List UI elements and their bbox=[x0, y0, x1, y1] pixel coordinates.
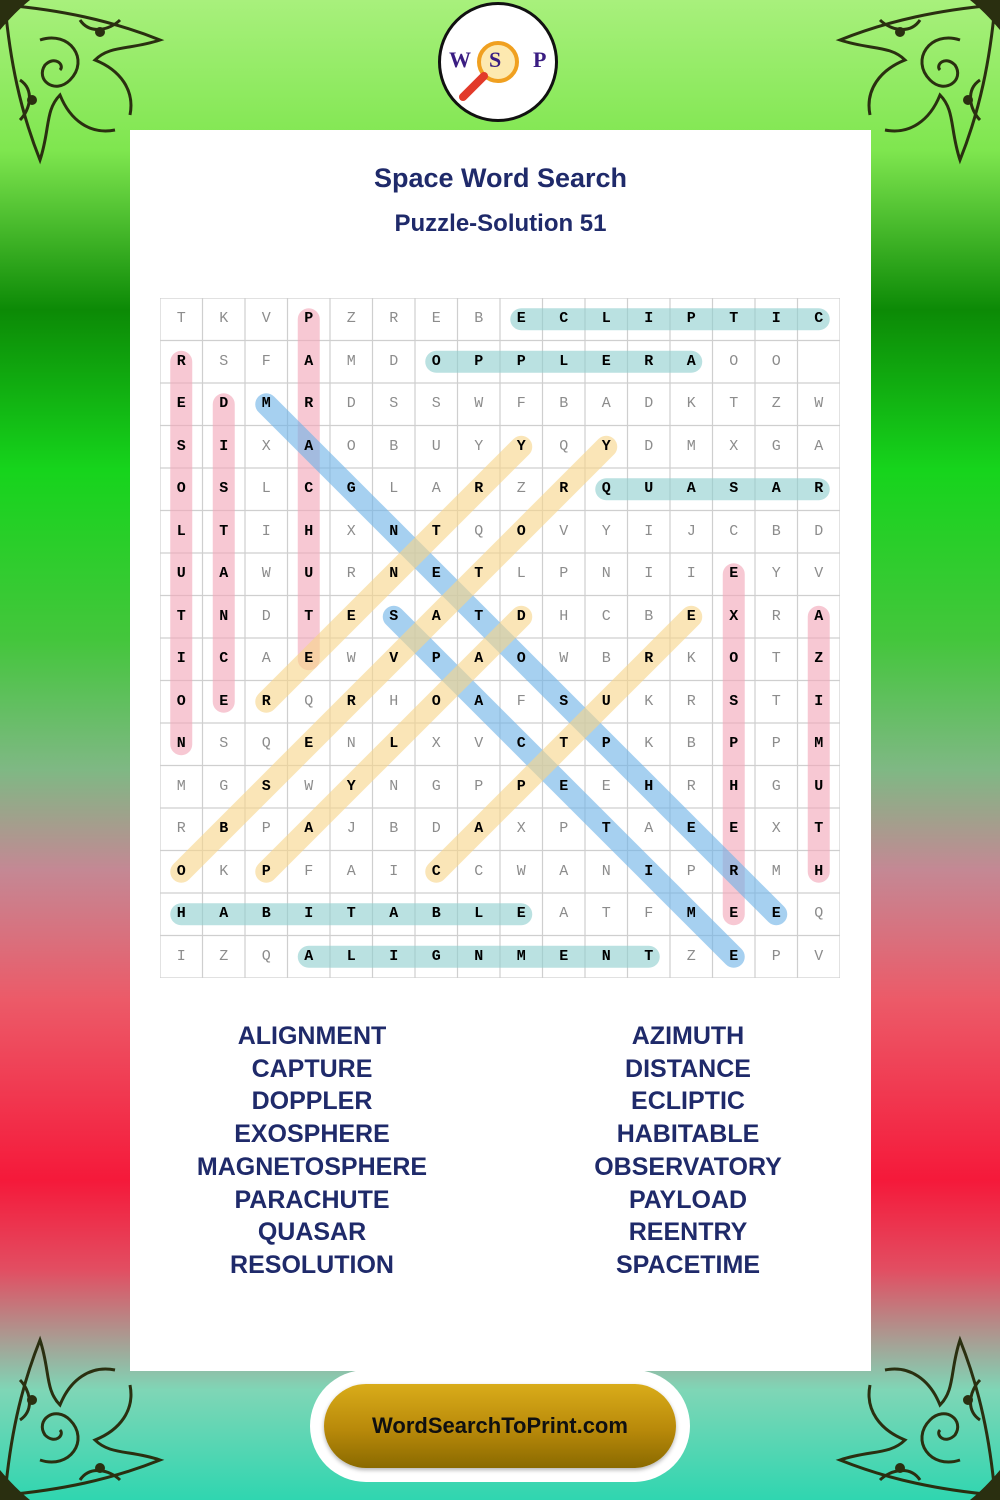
grid-cell[interactable]: U bbox=[644, 480, 654, 497]
grid-cell[interactable]: I bbox=[644, 565, 654, 582]
grid-cell[interactable]: A bbox=[474, 820, 484, 837]
grid-cell[interactable]: E bbox=[516, 905, 526, 922]
word-list-item: SPACETIME bbox=[616, 1250, 760, 1279]
grid-cell[interactable]: P bbox=[559, 565, 569, 582]
grid-cell[interactable]: A bbox=[474, 692, 484, 710]
grid-cell[interactable]: E bbox=[559, 777, 569, 795]
grid-cell[interactable]: C bbox=[474, 862, 484, 880]
grid-cell[interactable]: M bbox=[686, 905, 696, 922]
grid-cell[interactable]: W bbox=[516, 862, 526, 880]
grid-cell[interactable]: W bbox=[261, 565, 271, 582]
grid-cell[interactable]: I bbox=[771, 310, 781, 327]
grid-cell[interactable]: R bbox=[389, 310, 399, 327]
grid-cell[interactable]: H bbox=[304, 522, 314, 540]
grid-cell[interactable]: Z bbox=[686, 947, 696, 965]
word-list-item: CAPTURE bbox=[251, 1054, 373, 1083]
word-list-item: EXOSPHERE bbox=[234, 1120, 390, 1149]
grid-cell[interactable]: A bbox=[686, 480, 696, 497]
grid-cell[interactable]: Z bbox=[219, 947, 229, 965]
grid-cell[interactable]: A bbox=[346, 862, 356, 880]
grid-cell[interactable]: C bbox=[304, 480, 314, 497]
grid-cell[interactable]: N bbox=[601, 862, 611, 880]
grid-cell[interactable]: X bbox=[261, 437, 271, 455]
grid-cell[interactable]: S bbox=[729, 480, 739, 497]
grid-cell[interactable]: R bbox=[176, 352, 186, 370]
grid-cell[interactable]: Q bbox=[814, 905, 824, 922]
grid-cell[interactable]: T bbox=[601, 820, 611, 837]
grid-cell[interactable]: M bbox=[261, 395, 271, 412]
word-list-item: AZIMUTH bbox=[631, 1022, 745, 1050]
grid-cell[interactable]: E bbox=[346, 607, 356, 625]
grid-cell[interactable]: F bbox=[644, 905, 654, 922]
grid-cell[interactable]: D bbox=[516, 607, 526, 625]
grid-cell[interactable]: V bbox=[814, 565, 824, 582]
word-list-item: RESOLUTION bbox=[230, 1250, 394, 1279]
grid-cell[interactable]: T bbox=[771, 650, 781, 667]
grid-cell[interactable]: T bbox=[559, 735, 569, 752]
puzzle-sheet bbox=[130, 130, 871, 1371]
grid-cell[interactable]: E bbox=[729, 565, 739, 582]
grid-cell[interactable]: I bbox=[176, 650, 186, 667]
grid-cell[interactable]: Q bbox=[261, 735, 271, 752]
grid-cell[interactable]: A bbox=[219, 905, 229, 922]
grid-cell[interactable]: I bbox=[389, 862, 399, 880]
grid-cell[interactable]: N bbox=[219, 607, 229, 625]
grid-cell[interactable]: F bbox=[261, 352, 271, 370]
grid-cell[interactable]: B bbox=[686, 735, 696, 752]
word-list-item: ALIGNMENT bbox=[237, 1022, 387, 1050]
grid-cell[interactable]: L bbox=[516, 565, 526, 582]
grid-cell[interactable]: P bbox=[261, 862, 271, 880]
grid-cell[interactable]: N bbox=[474, 947, 484, 965]
wsp-logo[interactable] bbox=[438, 2, 558, 122]
grid-cell[interactable]: B bbox=[261, 905, 271, 922]
grid-cell[interactable]: N bbox=[389, 565, 399, 582]
grid-cell[interactable]: E bbox=[686, 607, 696, 625]
grid-cell[interactable]: P bbox=[304, 310, 314, 327]
grid-cell[interactable]: L bbox=[176, 522, 186, 540]
grid-cell[interactable]: P bbox=[686, 310, 696, 327]
grid-cell[interactable]: M bbox=[516, 947, 526, 965]
grid-cell[interactable]: Y bbox=[474, 437, 484, 455]
grid-cell[interactable]: H bbox=[176, 905, 186, 922]
grid-cell[interactable]: R bbox=[814, 480, 824, 497]
grid-cell[interactable]: E bbox=[431, 565, 441, 582]
grid-cell[interactable]: E bbox=[601, 352, 611, 370]
grid-cell[interactable]: R bbox=[176, 820, 186, 837]
grid-cell[interactable]: E bbox=[729, 947, 739, 965]
word-list-item: DOPPLER bbox=[251, 1087, 373, 1116]
grid-cell[interactable]: R bbox=[644, 650, 654, 667]
grid-cell[interactable]: S bbox=[219, 352, 229, 370]
grid-cell[interactable]: T bbox=[814, 820, 824, 837]
word-list-item: MAGNETOSPHERE bbox=[196, 1152, 428, 1181]
grid-cell[interactable]: R bbox=[261, 692, 271, 710]
logo-letter-p: P bbox=[533, 47, 547, 72]
grid-cell[interactable]: O bbox=[176, 480, 186, 497]
grid-cell[interactable]: P bbox=[261, 820, 271, 837]
grid-cell[interactable]: B bbox=[389, 437, 399, 455]
grid-cell[interactable]: C bbox=[516, 735, 526, 752]
grid-cell[interactable]: U bbox=[304, 565, 314, 582]
grid-cell[interactable]: P bbox=[729, 735, 739, 752]
word-list-item: PAYLOAD bbox=[628, 1185, 748, 1214]
grid-cell[interactable]: T bbox=[474, 607, 484, 625]
grid-cell[interactable]: E bbox=[516, 310, 526, 327]
grid-cell[interactable]: J bbox=[686, 522, 696, 540]
grid-cell[interactable]: N bbox=[346, 735, 356, 752]
grid-cell[interactable]: O bbox=[729, 650, 739, 667]
grid-cell[interactable]: U bbox=[814, 777, 824, 795]
grid-cell[interactable]: R bbox=[304, 395, 314, 412]
grid-cell[interactable]: X bbox=[516, 820, 526, 837]
grid-cell[interactable]: E bbox=[729, 820, 739, 837]
grid-cell[interactable]: O bbox=[431, 352, 441, 370]
word-list-item: QUASAR bbox=[257, 1218, 367, 1247]
grid-cell[interactable]: S bbox=[559, 692, 569, 710]
page-title: Space Word Search bbox=[373, 163, 628, 193]
grid-cell[interactable]: U bbox=[176, 565, 186, 582]
grid-cell[interactable]: B bbox=[431, 905, 441, 922]
grid-cell[interactable]: E bbox=[771, 905, 781, 922]
grid-cell[interactable]: A bbox=[686, 352, 696, 370]
grid-cell[interactable]: K bbox=[686, 650, 696, 667]
grid-cell[interactable]: K bbox=[644, 692, 654, 710]
website-button[interactable] bbox=[310, 1370, 690, 1482]
grid-cell[interactable]: D bbox=[431, 820, 441, 837]
grid-cell[interactable]: R bbox=[771, 607, 781, 625]
grid-cell[interactable]: R bbox=[686, 777, 696, 795]
grid-cell[interactable]: E bbox=[219, 692, 229, 710]
grid-cell[interactable]: O bbox=[729, 352, 739, 370]
grid-cell[interactable]: C bbox=[814, 310, 824, 327]
grid-cell[interactable]: K bbox=[219, 310, 229, 327]
grid-cell[interactable]: O bbox=[516, 650, 526, 667]
grid-cell[interactable]: D bbox=[346, 395, 356, 412]
grid-cell[interactable]: A bbox=[559, 905, 569, 922]
grid-cell[interactable]: O bbox=[516, 522, 526, 540]
grid-cell[interactable]: T bbox=[729, 310, 739, 327]
grid-cell[interactable]: S bbox=[219, 735, 229, 752]
grid-cell[interactable]: H bbox=[729, 777, 739, 795]
grid-cell[interactable]: A bbox=[304, 437, 314, 455]
grid-cell[interactable]: O bbox=[431, 692, 441, 710]
grid-cell[interactable]: T bbox=[644, 947, 654, 965]
grid-cell[interactable]: V bbox=[261, 310, 271, 327]
grid-cell[interactable]: S bbox=[729, 692, 739, 710]
grid-cell[interactable]: G bbox=[771, 437, 781, 455]
grid-cell[interactable]: P bbox=[431, 650, 441, 667]
grid-cell[interactable]: R bbox=[729, 862, 739, 880]
grid-cell[interactable]: Z bbox=[771, 395, 781, 412]
grid-cell[interactable]: I bbox=[644, 522, 654, 540]
grid-cell[interactable]: A bbox=[559, 862, 569, 880]
grid-cell[interactable]: W bbox=[474, 395, 484, 412]
grid-cell[interactable]: W bbox=[559, 650, 569, 667]
grid-cell[interactable]: W bbox=[814, 395, 824, 412]
grid-cell[interactable]: F bbox=[516, 692, 526, 710]
grid-cell[interactable]: A bbox=[219, 565, 229, 582]
grid-cell[interactable]: I bbox=[304, 905, 314, 922]
grid-cell[interactable]: S bbox=[219, 480, 229, 497]
grid-cell[interactable]: L bbox=[346, 947, 356, 965]
grid-cell[interactable]: M bbox=[346, 352, 356, 370]
grid-cell[interactable]: A bbox=[814, 607, 824, 625]
grid-cell[interactable]: E bbox=[559, 947, 569, 965]
grid-cell[interactable]: I bbox=[389, 947, 399, 965]
grid-cell[interactable]: L bbox=[261, 480, 271, 497]
grid-cell[interactable]: I bbox=[814, 692, 824, 710]
grid-cell[interactable]: A bbox=[644, 820, 654, 837]
grid-cell[interactable]: L bbox=[389, 735, 399, 752]
grid-cell[interactable]: L bbox=[559, 352, 569, 370]
grid-cell[interactable]: T bbox=[771, 692, 781, 710]
grid-cell[interactable]: D bbox=[261, 607, 271, 625]
grid-cell[interactable]: W bbox=[304, 777, 314, 795]
grid-cell[interactable]: G bbox=[771, 777, 781, 795]
grid-cell[interactable]: L bbox=[474, 905, 484, 922]
grid-cell[interactable]: R bbox=[559, 480, 569, 497]
grid-cell[interactable]: N bbox=[601, 565, 611, 582]
grid-cell[interactable]: E bbox=[176, 395, 186, 412]
grid-cell[interactable]: E bbox=[686, 820, 696, 837]
grid-cell[interactable]: H bbox=[644, 777, 654, 795]
grid-cell[interactable]: B bbox=[771, 522, 781, 540]
grid-cell[interactable]: C bbox=[559, 310, 569, 327]
grid-cell[interactable]: G bbox=[346, 480, 356, 497]
grid-cell[interactable]: Q bbox=[559, 437, 569, 455]
grid-cell[interactable]: S bbox=[389, 607, 399, 625]
grid-cell[interactable]: S bbox=[389, 395, 399, 412]
logo-letter-w: W bbox=[449, 47, 471, 72]
grid-cell[interactable]: S bbox=[261, 777, 271, 795]
grid-cell[interactable]: I bbox=[644, 862, 654, 880]
grid-cell[interactable]: E bbox=[601, 777, 611, 795]
grid-cell[interactable]: G bbox=[431, 777, 441, 795]
grid-cell[interactable]: H bbox=[814, 862, 824, 880]
grid-cell[interactable]: Y bbox=[771, 565, 781, 582]
grid-cell[interactable]: B bbox=[389, 820, 399, 837]
grid-cell[interactable]: P bbox=[474, 352, 484, 370]
grid-cell[interactable]: C bbox=[431, 862, 441, 880]
grid-cell[interactable]: D bbox=[389, 352, 399, 370]
grid-cell[interactable]: E bbox=[304, 650, 314, 667]
grid-cell[interactable]: V bbox=[559, 522, 569, 540]
page-subtitle: Puzzle-Solution 51 bbox=[394, 210, 607, 237]
grid-cell[interactable]: P bbox=[474, 777, 484, 795]
grid-cell[interactable]: U bbox=[431, 437, 441, 455]
grid-cell[interactable]: I bbox=[261, 522, 271, 540]
grid-cell[interactable]: E bbox=[304, 735, 314, 752]
grid-cell[interactable]: R bbox=[346, 565, 356, 582]
grid-cell[interactable]: A bbox=[304, 352, 314, 370]
grid-cell[interactable]: V bbox=[474, 735, 484, 752]
grid-cell[interactable]: A bbox=[431, 607, 441, 625]
grid-cell[interactable]: Y bbox=[516, 437, 526, 455]
grid-cell[interactable]: M bbox=[686, 437, 696, 455]
grid-cell[interactable]: K bbox=[686, 395, 696, 412]
grid-cell[interactable]: B bbox=[559, 395, 569, 412]
grid-cell[interactable]: R bbox=[346, 692, 356, 710]
grid-cell[interactable]: P bbox=[516, 777, 526, 795]
grid-cell[interactable]: R bbox=[644, 352, 654, 370]
grid-cell[interactable]: A bbox=[389, 905, 399, 922]
grid-cell[interactable]: I bbox=[176, 947, 186, 965]
word-list-item: DISTANCE bbox=[625, 1054, 751, 1083]
grid-cell[interactable]: D bbox=[644, 395, 654, 412]
grid-cell[interactable]: M bbox=[176, 777, 186, 795]
grid-cell[interactable]: J bbox=[346, 820, 356, 837]
grid-cell[interactable]: Q bbox=[261, 947, 271, 965]
grid-cell[interactable]: T bbox=[729, 395, 739, 412]
grid-cell[interactable]: P bbox=[771, 735, 781, 752]
grid-cell[interactable]: B bbox=[644, 607, 654, 625]
word-list-left bbox=[127, 1020, 497, 1282]
grid-cell[interactable]: F bbox=[516, 395, 526, 412]
grid-cell[interactable]: Z bbox=[814, 650, 824, 667]
grid-cell[interactable]: H bbox=[389, 692, 399, 710]
grid-cell[interactable]: N bbox=[389, 522, 399, 540]
grid-cell[interactable]: P bbox=[559, 820, 569, 837]
word-list-item: ECLIPTIC bbox=[631, 1087, 745, 1116]
grid-cell[interactable]: A bbox=[261, 650, 271, 667]
grid-cell[interactable]: I bbox=[219, 437, 229, 455]
grid-cell[interactable]: B bbox=[219, 820, 229, 837]
grid-cell[interactable]: I bbox=[644, 310, 654, 327]
grid-cell[interactable]: O bbox=[176, 862, 186, 880]
word-list-item: HABITABLE bbox=[616, 1120, 760, 1149]
grid-cell[interactable]: O bbox=[346, 437, 356, 455]
grid-cell[interactable]: U bbox=[601, 692, 611, 710]
grid-cell[interactable]: N bbox=[389, 777, 399, 795]
grid-cell[interactable]: A bbox=[431, 480, 441, 497]
grid-cell[interactable]: T bbox=[601, 905, 611, 922]
grid-cell[interactable]: X bbox=[346, 522, 356, 540]
grid-cell[interactable]: C bbox=[601, 607, 611, 625]
grid-cell[interactable]: B bbox=[601, 650, 611, 667]
grid-cell[interactable]: N bbox=[601, 947, 611, 965]
grid-cell[interactable]: L bbox=[601, 310, 611, 327]
word-list-item: PARACHUTE bbox=[234, 1185, 390, 1214]
grid-cell[interactable]: T bbox=[176, 607, 186, 625]
word-list-item: REENTRY bbox=[628, 1218, 748, 1247]
grid-cell[interactable]: P bbox=[686, 862, 696, 880]
grid-cell[interactable]: X bbox=[729, 607, 739, 625]
grid-cell[interactable]: H bbox=[559, 607, 569, 625]
grid-cell[interactable]: V bbox=[814, 947, 824, 965]
website-label: WordSearchToPrint.com bbox=[324, 1384, 676, 1468]
grid-cell[interactable]: A bbox=[474, 650, 484, 667]
grid-cell[interactable]: T bbox=[176, 310, 186, 327]
grid-cell[interactable]: X bbox=[771, 820, 781, 837]
word-search-grid bbox=[160, 298, 840, 978]
grid-cell[interactable]: T bbox=[474, 565, 484, 582]
grid-cell[interactable]: R bbox=[686, 692, 696, 710]
grid-cell[interactable]: P bbox=[771, 947, 781, 965]
grid-cell[interactable]: K bbox=[644, 735, 654, 752]
grid-cell[interactable]: P bbox=[516, 352, 526, 370]
grid-cell[interactable]: A bbox=[771, 480, 781, 497]
grid-cell[interactable]: F bbox=[304, 862, 314, 880]
grid-cell[interactable]: D bbox=[814, 522, 824, 540]
grid-cell[interactable]: Z bbox=[516, 480, 526, 497]
grid-cell[interactable]: S bbox=[176, 437, 186, 455]
grid-cell[interactable]: M bbox=[814, 735, 824, 752]
grid-cell[interactable]: X bbox=[729, 437, 739, 455]
grid-cell[interactable]: Q bbox=[304, 692, 314, 710]
grid-cell[interactable]: G bbox=[431, 947, 441, 965]
grid-cell[interactable]: G bbox=[219, 777, 229, 795]
grid-cell[interactable]: T bbox=[219, 522, 229, 540]
grid-cell[interactable]: V bbox=[389, 650, 399, 667]
word-list-item: OBSERVATORY bbox=[594, 1152, 782, 1181]
grid-cell[interactable]: C bbox=[729, 522, 739, 540]
grid-cell[interactable]: R bbox=[474, 480, 484, 497]
grid-cell[interactable]: E bbox=[729, 905, 739, 922]
word-list-right bbox=[503, 1020, 873, 1282]
grid-cell[interactable]: A bbox=[601, 395, 611, 412]
grid-cell[interactable]: Q bbox=[601, 480, 611, 497]
grid-cell[interactable]: T bbox=[431, 522, 441, 540]
grid-cell[interactable]: C bbox=[219, 650, 229, 667]
grid-cell[interactable]: E bbox=[431, 310, 441, 327]
grid-cell[interactable]: T bbox=[304, 607, 314, 625]
grid-cell[interactable]: N bbox=[176, 735, 186, 752]
grid-cell[interactable]: A bbox=[304, 947, 314, 965]
grid-cell[interactable]: P bbox=[601, 735, 611, 752]
grid-cell[interactable]: M bbox=[771, 862, 781, 880]
grid-cell[interactable]: D bbox=[219, 395, 229, 412]
grid-cell[interactable]: Y bbox=[601, 522, 611, 540]
grid-cell[interactable]: O bbox=[176, 692, 186, 710]
grid-cell[interactable]: K bbox=[219, 862, 229, 880]
grid-cell[interactable]: Z bbox=[346, 310, 356, 327]
grid-cell[interactable]: Q bbox=[474, 522, 484, 540]
grid-cell[interactable]: O bbox=[771, 352, 781, 370]
grid-cell[interactable]: S bbox=[431, 395, 441, 412]
grid-cell[interactable]: I bbox=[686, 565, 696, 582]
grid-cell[interactable]: A bbox=[304, 820, 314, 837]
grid-cell[interactable]: B bbox=[474, 310, 484, 327]
grid-cell[interactable]: D bbox=[644, 437, 654, 455]
grid-cell[interactable]: W bbox=[346, 650, 356, 667]
grid-cell[interactable]: Y bbox=[346, 777, 356, 795]
logo-letter-s: S bbox=[489, 47, 502, 72]
grid-cell[interactable]: A bbox=[814, 437, 824, 455]
grid-cell[interactable]: X bbox=[431, 735, 441, 752]
grid-cell[interactable]: T bbox=[346, 905, 356, 922]
grid-cell[interactable]: Y bbox=[601, 437, 611, 455]
grid-cell[interactable]: L bbox=[389, 480, 399, 497]
